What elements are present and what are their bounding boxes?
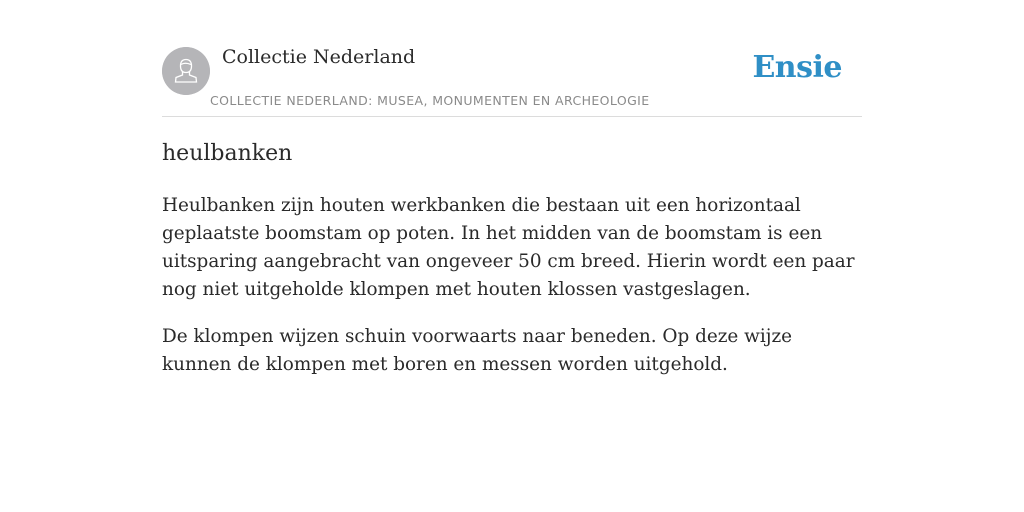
article-content bbox=[162, 138, 862, 379]
publication-label[interactable]: COLLECTIE NEDERLAND: MUSEA, MONUMENTEN EN ARCHEOLOGIE bbox=[210, 93, 650, 108]
author-name[interactable]: Collectie Nederland bbox=[222, 46, 416, 68]
article-title: heulbanken bbox=[162, 141, 293, 166]
person-outline-icon bbox=[162, 47, 210, 95]
article-paragraph: Heulbanken zijn houten werkbanken die bestaan uit een horizontaal geplaatste boomstam op poten. In het midden van de boomstam is een uitsparing aangebracht van ongeveer 50 cm breed. Hierin wordt een paar nog niet uitgeholde klompen met houten klossen vastgeslagen. bbox=[162, 195, 855, 300]
ensie-logo[interactable]: Ensie bbox=[752, 50, 842, 85]
user-avatar-icon[interactable] bbox=[162, 47, 210, 95]
article-paragraph: De klompen wijzen schuin voorwaarts naar beneden. Op deze wijze kunnen de klompen met boren en messen worden uitgehold. bbox=[162, 326, 793, 375]
article-header bbox=[162, 40, 862, 117]
